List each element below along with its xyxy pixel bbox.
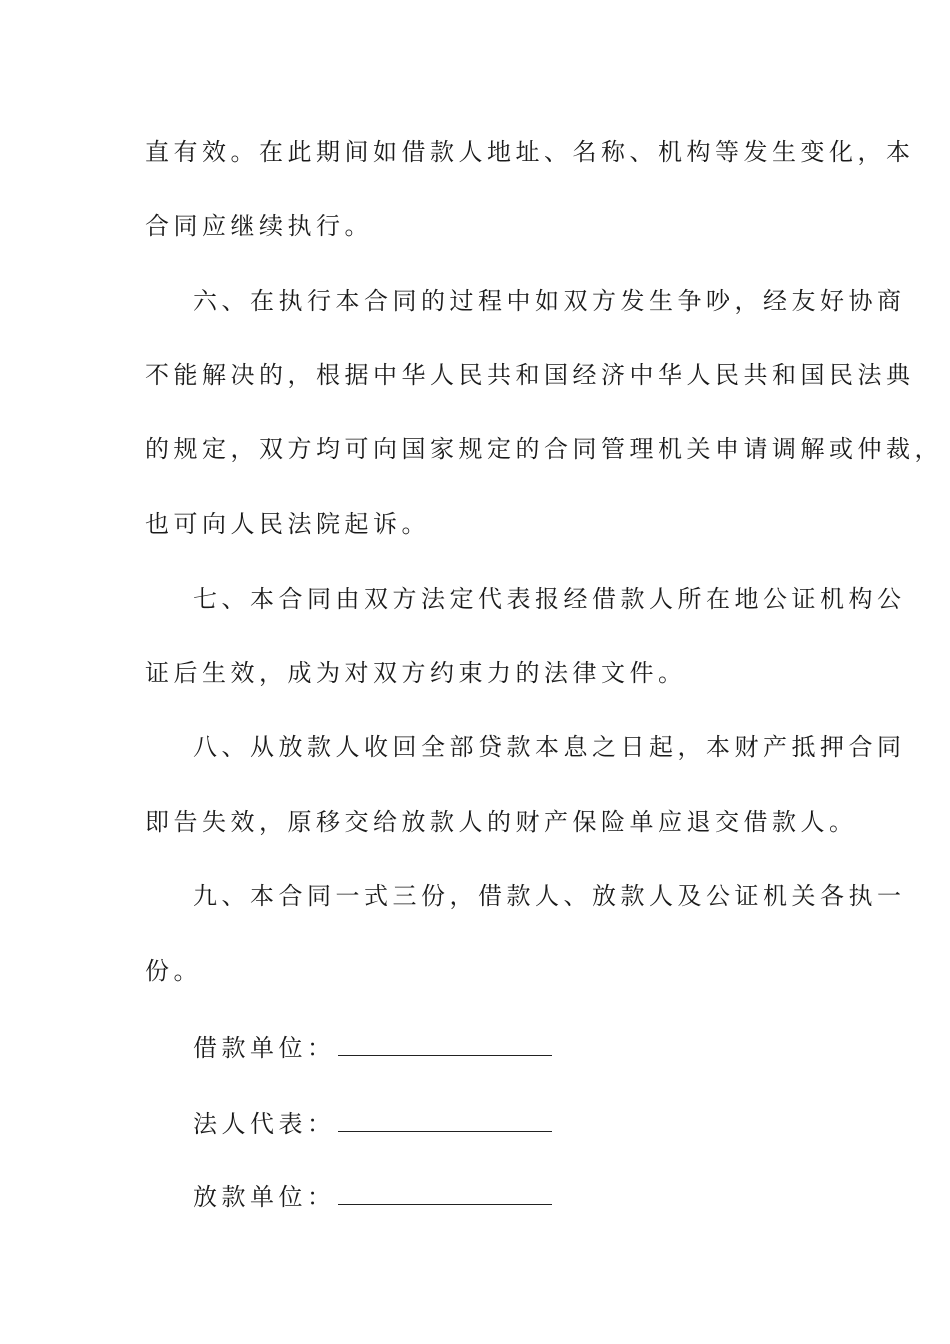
paragraph-line: 合同应继续执行。 <box>145 212 373 240</box>
paragraph-line: 直有效。在此期间如借款人地址、名称、机构等发生变化，本 <box>145 138 915 166</box>
clause-eight-line: 八、从放款人收回全部贷款本息之日起，本财产抵押合同 <box>193 733 906 761</box>
paragraph-line: 证后生效，成为对双方约束力的法律文件。 <box>145 659 687 687</box>
legal-rep-label: 法人代表： <box>193 1110 336 1138</box>
clause-seven-line: 七、本合同由双方法定代表报经借款人所在地公证机构公 <box>193 585 906 613</box>
legal-rep-row <box>193 1107 552 1139</box>
paragraph-line: 不能解决的，根据中华人民共和国经济中华人民共和国民法典 <box>145 361 915 389</box>
clause-six-line: 六、在执行本合同的过程中如双方发生争吵，经友好协商 <box>193 287 906 315</box>
paragraph-line: 份。 <box>145 957 202 985</box>
lender-unit-row <box>193 1180 552 1212</box>
clause-nine-line: 九、本合同一式三份，借款人、放款人及公证机关各执一 <box>193 882 906 910</box>
paragraph-line: 也可向人民法院起诉。 <box>145 510 430 538</box>
lender-unit-blank <box>338 1180 552 1205</box>
borrower-unit-label: 借款单位： <box>193 1034 336 1062</box>
legal-rep-blank <box>338 1107 552 1132</box>
paragraph-line: 的规定，双方均可向国家规定的合同管理机关申请调解或仲裁， <box>145 435 943 463</box>
borrower-unit-row <box>193 1031 552 1063</box>
paragraph-line: 即告失效，原移交给放款人的财产保险单应退交借款人。 <box>145 808 858 836</box>
lender-unit-label: 放款单位： <box>193 1183 336 1211</box>
borrower-unit-blank <box>338 1031 552 1056</box>
